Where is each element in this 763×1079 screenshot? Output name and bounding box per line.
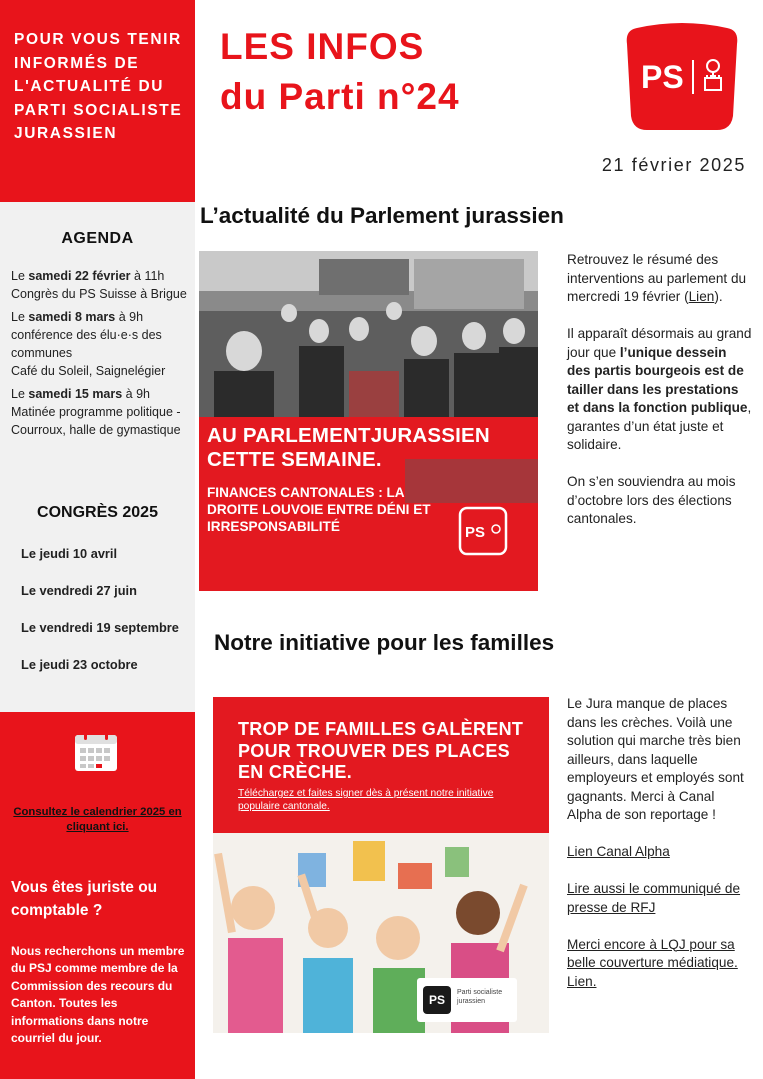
parliament-image-headline [207,424,537,472]
agenda-item-prefix: Le [11,269,29,283]
issue-date: 21 février 2025 [601,155,746,175]
rfj-link[interactable]: Lire aussi le communiqué de presse de RFJ [567,881,741,915]
parliament-image-subhead: FINANCES CANTONALES : LA DROITE LOUVOIE ENTRE DÉNI ET IRRESPONSABILITÉ [207,485,431,534]
parliament-paragraph-2 [567,325,752,455]
agenda-list [11,267,191,444]
ps-logo-small-text: PS [465,524,486,541]
ps-badge [417,978,517,1022]
agenda-item-details: à 9h Matinée programme politique - Courroux, halle de gymastique [11,387,181,437]
lqj-link[interactable]: Merci encore à LQJ pour sa belle couverture médiatique. Lien. [567,936,738,989]
parliament-paragraph-2-bold: l’unique dessein des partis bourgeois est de tailler dans les prestations et dans la fonction publique [567,344,748,415]
parliament-paragraph-2-text: Il apparaît désormais au grand jour que [567,326,752,360]
families-paragraph: Le Jura manque de places dans les crèches. Voilà une solution qui marche très bien ailleurs, dans laquelle employeurs et employés sont gagnants. Merci à Canal Alpha de son reportage ! [567,696,744,822]
agenda-item [11,267,191,303]
newsletter-title-line1: LES INFOS [220,26,425,67]
parliament-section-title: L’actualité du Parlement jurassien [200,203,564,228]
agenda-item [11,385,191,439]
agenda-item-details: à 9h conférence des élu·e·s des communes [11,310,162,360]
parliament-paragraph-1 [567,251,752,307]
parliament-paragraph-1-text: Retrouvez le résumé des interventions au parlement du mercredi 19 février ( [567,252,747,304]
congres-date: Le vendredi 19 septembre [21,620,179,635]
agenda-item-date: samedi 22 février [28,269,131,283]
congres-list [21,545,186,693]
agenda-item [11,308,191,380]
sidebar-intro-panel [0,0,195,202]
parliament-paragraph-1-end: ). [714,289,723,304]
congres-date: Le jeudi 23 octobre [21,657,138,672]
newsletter-title-line2: du Parti n°24 [220,76,460,117]
ps-logo-small [457,505,509,557]
parliament-photo [199,251,538,417]
agenda-item-date: samedi 15 mars [28,387,123,401]
sidebar [0,0,195,1079]
parliament-paragraph-2-end: , garantes d’un état juste et solidaire. [567,400,752,452]
parliament-link[interactable]: Lien [688,289,715,304]
newsletter-title [220,22,460,122]
ps-logo [625,20,739,134]
parliament-paragraph-3: On s’en souviendra au mois d’octobre lors des élections cantonales. [567,474,736,526]
agenda-item-details: à 11h Congrès du PS Suisse à Brigue [11,269,187,301]
ps-badge-logo: PS [423,986,451,1014]
agenda-item-date: samedi 8 mars [28,310,116,324]
juriste-title: Vous êtes juriste ou comptable ? [11,879,158,919]
families-text [567,695,752,1010]
agenda-item-location: Café du Soleil, Saignelégier [11,364,166,378]
families-image-subtext[interactable]: Téléchargez et faites signer dès à présent notre initiative populaire cantonale. [238,788,494,812]
parliament-image-headline-line1: AU PARLEMENTJURASSIEN [207,424,490,447]
parliament-image[interactable] [199,251,538,591]
juriste-text: Nous recherchons un membre du PSJ comme membre de la Commission des recours du Canton. Toutes les informations dans notre courriel du jour. [11,944,185,1046]
ps-logo-text: PS [641,59,684,95]
agenda-item-prefix: Le [11,310,29,324]
families-image[interactable] [213,697,549,1033]
families-section-title: Notre initiative pour les familles [214,630,555,655]
congres-date: Le jeudi 10 avril [21,546,118,561]
agenda-title: AGENDA [61,230,134,247]
calendar-link[interactable]: Consultez le calendrier 2025 en cliquant ici. [13,806,182,833]
families-image-headline: TROP DE FAMILLES GALÈRENT POUR TROUVER DES PLACES EN CRÈCHE. [238,719,524,782]
calendar-icon[interactable] [73,729,119,773]
ps-badge-text: Parti socialiste jurassien [457,989,503,1005]
agenda-item-prefix: Le [11,387,29,401]
sidebar-intro-text: POUR VOUS TENIR INFORMÉS DE L'ACTUALITÉ DU PARTI SOCIALISTE JURASSIEN [14,31,183,142]
congres-title: CONGRÈS 2025 [37,504,158,521]
parliament-text [567,251,752,547]
canal-alpha-link[interactable]: Lien Canal Alpha [567,844,670,859]
congres-date: Le vendredi 27 juin [21,583,137,598]
parliament-image-headline-line2: CETTE SEMAINE. [207,448,382,471]
